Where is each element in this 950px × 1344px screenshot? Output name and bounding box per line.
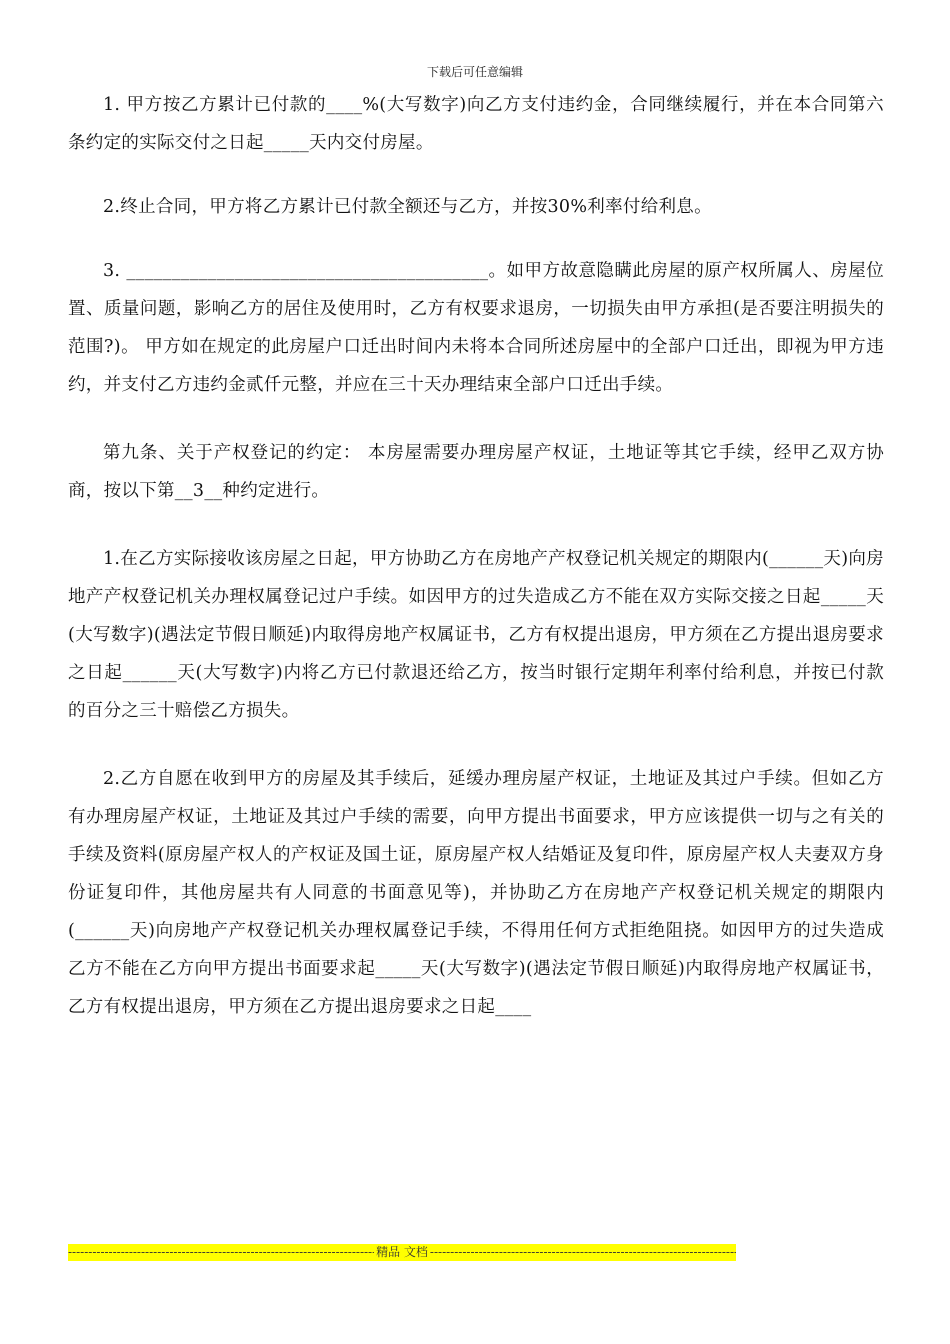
paragraph-penalty-clause-2: 2.终止合同，甲方将乙方累计已付款全额还与乙方，并按30%利率付给利息。 — [103, 197, 712, 217]
footer-dashes-right — [430, 1244, 736, 1261]
paragraph-penalty-clause-1: 1. 甲方按乙方累计已付款的____%(大写数字)向乙方支付违约金，合同继续履行，并在本合同第六条约定的实际交付之日起_____天内交付房屋。 — [68, 95, 884, 153]
footer-highlight-bar — [68, 1244, 736, 1261]
paragraph-spacer — [68, 226, 884, 252]
paragraph-penalty-clause-3: 3. ________________________________________。如甲方故意隐瞒此房屋的原产权所属人、房屋位置、质量问题，影响乙方的居住及使用时，乙方有权要求退房，一切损失由甲方承担(是否要注明损失的范围?)。 甲方如在规定的此房屋户口迁出时间内未将本合同所述房屋中的全部户口迁出，即视为甲方违约，并支付乙方违约金贰仟元整，并应在三十天办理结束全部户口迁出手续。 — [68, 261, 884, 395]
paragraph-spacer — [68, 404, 884, 434]
paragraph-spacer — [68, 730, 884, 760]
paragraph-spacer — [68, 510, 884, 540]
page-header-note: 下载后可任意编辑 — [426, 65, 523, 79]
document-body — [68, 86, 884, 1026]
paragraph-spacer — [68, 162, 884, 188]
paragraph-registration-clause-2: 2.乙方自愿在收到甲方的房屋及其手续后，延缓办理房屋产权证，土地证及其过户手续。但如乙方有办理房屋产权证，土地证及其过户手续的需要，向甲方提出书面要求，甲方应该提供一切与之有关的手续及资料(原房屋产权人的产权证及国土证，原房屋产权人结婚证及复印件，原房屋产权人夫妻双方身份证复印件，其他房屋共有人同意的书面意见等)，并协助乙方在房地产产权登记机关规定的期限内(______天)向房地产产权登记机关办理权属登记手续，不得用任何方式拒绝阻挠。如因甲方的过失造成乙方不能在乙方向甲方提出书面要求起_____天(大写数字)(遇法定节假日顺延)内取得房地产权属证书，乙方有权提出退房，甲方须在乙方提出退房要求之日起____ — [68, 769, 884, 1017]
paragraph-article-nine: 第九条、关于产权登记的约定： 本房屋需要办理房屋产权证，土地证等其它手续，经甲乙双方协商，按以下第__3__种约定进行。 — [68, 443, 884, 501]
footer-dashes-left — [68, 1244, 374, 1261]
paragraph-registration-clause-1: 1.在乙方实际接收该房屋之日起，甲方协助乙方在房地产产权登记机关规定的期限内(______天)向房地产产权登记机关办理权属登记过户手续。如因甲方的过失造成乙方不能在双方实际交接之日起_____天(大写数字)(遇法定节假日顺延)内取得房地产权属证书，乙方有权提出退房，甲方须在乙方提出退房要求之日起______天(大写数字)内将乙方已付款退还给乙方，按当时银行定期年利率付给利息，并按已付款的百分之三十赔偿乙方损失。 — [68, 549, 884, 721]
footer-label: 精品 文档 — [376, 1245, 428, 1259]
